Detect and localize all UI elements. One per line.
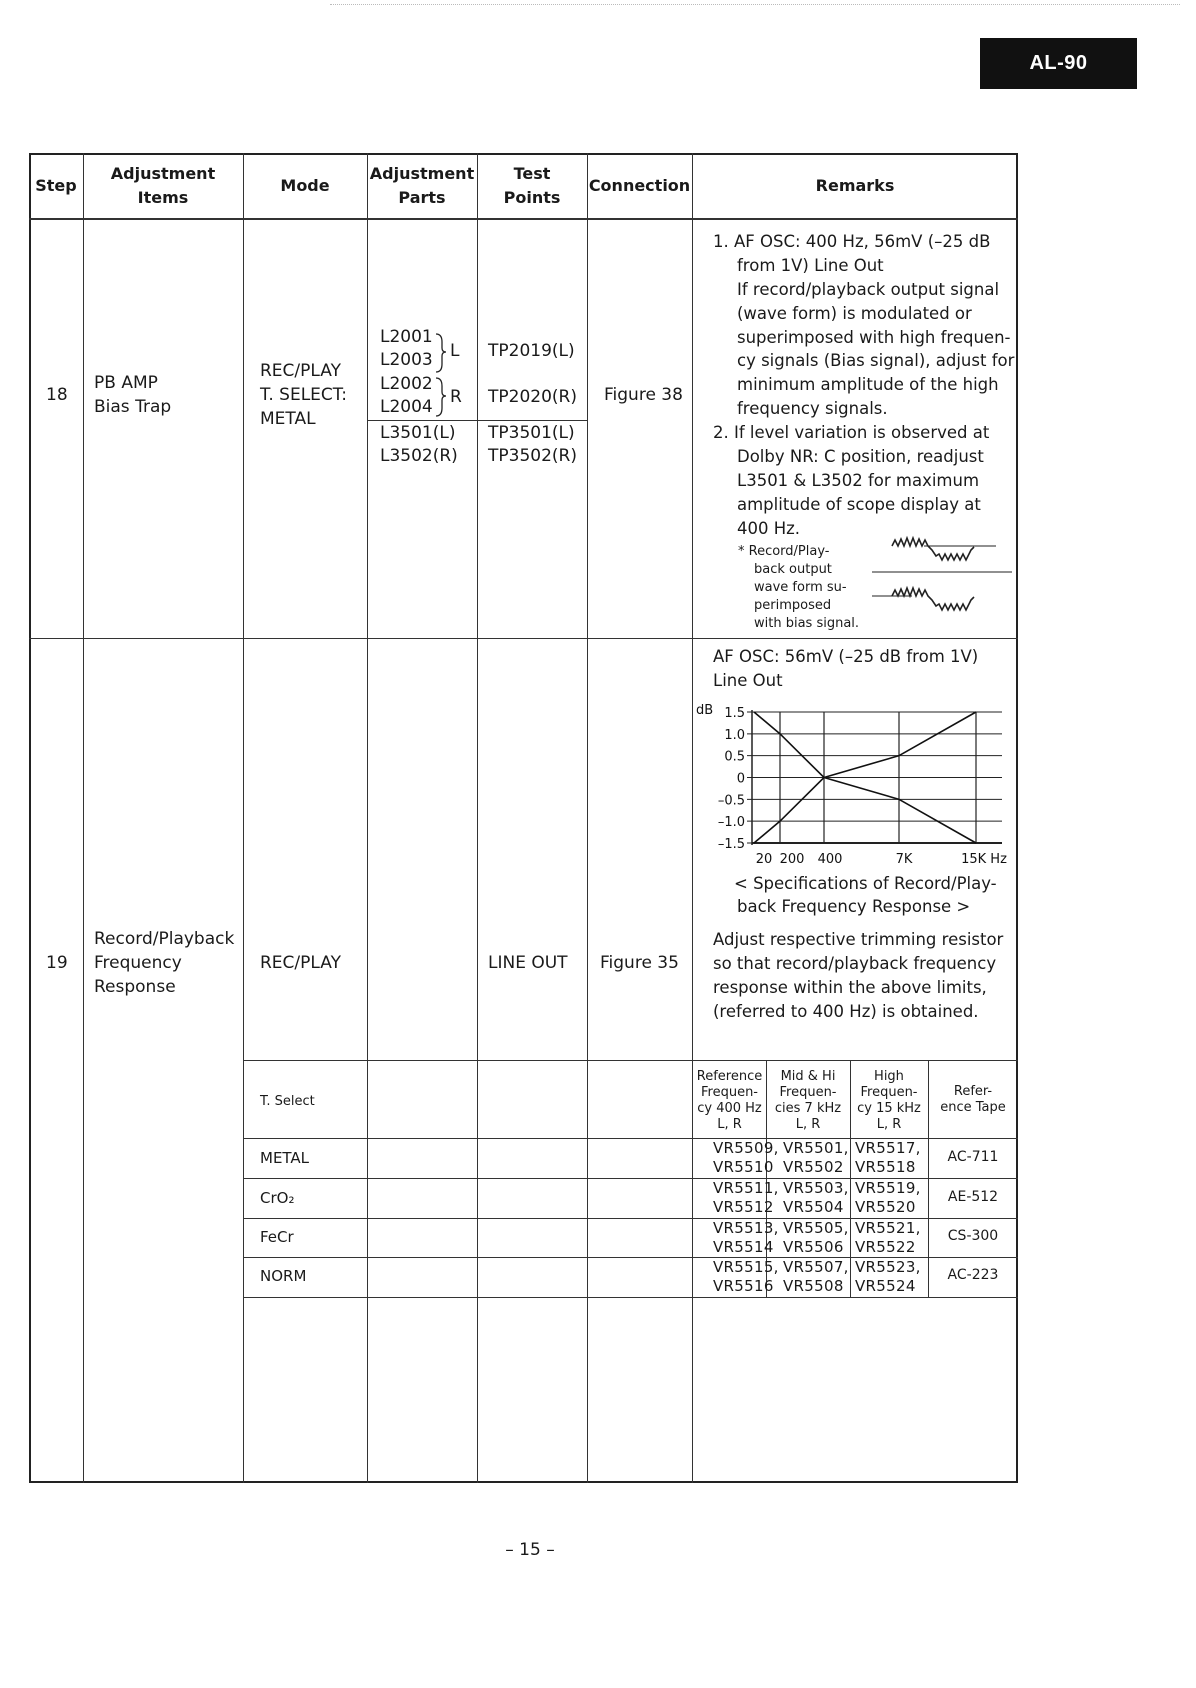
chart-caption-2: back Frequency Response > (737, 897, 971, 916)
part-l3501: L3501(L) (380, 423, 456, 443)
step-18: 18 (46, 385, 68, 405)
remark-18-13: 400 Hz. (737, 519, 801, 538)
channel-r: R (450, 387, 462, 407)
ref-cro2: VR5511, VR5512 (713, 1179, 779, 1216)
th-tape: Refer- ence Tape (940, 1084, 1006, 1115)
header-items: Adjustment Items (110, 164, 216, 207)
parts-rule (367, 420, 587, 421)
header-remarks: Remarks (815, 176, 895, 195)
frequency-response-chart (692, 700, 1018, 865)
header-parts: Adjustment Parts (369, 164, 475, 207)
remark-19-b2: so that record/playback frequency (713, 954, 997, 973)
part-l3502: L3502(R) (380, 446, 458, 466)
col-divider (367, 153, 368, 1483)
item-19-line3: Response (94, 977, 176, 997)
th-midhi: Mid & Hi Frequen- cies 7 kHz L, R (774, 1069, 842, 1132)
remark-19-b1: Adjust respective trimming resistor (713, 930, 1004, 949)
mode-19: REC/PLAY (260, 953, 341, 973)
x-tick-label: 20 (755, 852, 773, 865)
point-19: LINE OUT (488, 953, 568, 973)
high-norm: VR5523, VR5524 (855, 1258, 921, 1295)
select-metal: METAL (260, 1149, 310, 1167)
header-mode: Mode (280, 176, 330, 195)
y-tick-label: –0.5 (717, 793, 745, 809)
remark-18-3: If record/playback output signal (737, 280, 1000, 299)
remark-19-b4: (referred to 400 Hz) is obtained. (713, 1002, 979, 1021)
tape-fecr: CS-300 (947, 1228, 999, 1244)
x-tick-label: 200 (779, 852, 805, 865)
mid-cro2: VR5503, VR5504 (783, 1179, 849, 1216)
channel-l: L (450, 341, 460, 361)
x-tick-label: 400 (817, 852, 843, 865)
high-metal: VR5517, VR5518 (855, 1139, 921, 1176)
tape-metal: AC-711 (947, 1149, 999, 1165)
brace-icon (434, 330, 448, 420)
waveform-diagram (872, 520, 1012, 630)
series-line-upper-limit (754, 712, 976, 778)
y-tick-label: 1.0 (724, 727, 745, 743)
point-tp3502: TP3502(R) (488, 446, 577, 466)
remark-18-6: cy signals (Bias signal), adjust for (737, 351, 1015, 370)
note-18-5: with bias signal. (754, 616, 860, 631)
subtable-rule (243, 1297, 1018, 1298)
remark-18-1: 1. AF OSC: 400 Hz, 56mV (–25 dB (713, 232, 991, 251)
x-tick-label: 7K (895, 852, 913, 865)
mode-18-line3: METAL (260, 409, 316, 429)
y-tick-label: 0 (736, 771, 745, 787)
remark-18-11: L3501 & L3502 for maximum (737, 471, 980, 490)
point-tp2019: TP2019(L) (488, 341, 575, 361)
ref-fecr: VR5513, VR5514 (713, 1219, 779, 1256)
y-tick-label: 1.5 (724, 706, 745, 721)
row-rule (29, 638, 1018, 639)
subtable-rule (243, 1060, 1018, 1061)
item-18-line1: PB AMP (94, 373, 158, 393)
header-rule (29, 218, 1018, 220)
remark-19-top2: Line Out (713, 671, 783, 690)
remark-18-5: superimposed with high frequen- (737, 328, 1011, 347)
th-reference: Reference Frequen- cy 400 Hz L, R (696, 1069, 763, 1132)
mode-18-line1: REC/PLAY (260, 361, 341, 381)
note-18-4: perimposed (754, 598, 832, 613)
model-badge: AL-90 (980, 38, 1137, 89)
y-tick-label: –1.5 (717, 837, 745, 852)
x-tick-label: 15K Hz (961, 852, 1007, 865)
header-points: Test Points (503, 164, 561, 207)
part-l2004: L2004 (380, 397, 433, 417)
page-number: – 15 – (505, 1540, 555, 1560)
connection-18: Figure 38 (604, 385, 683, 405)
high-cro2: VR5519, VR5520 (855, 1179, 921, 1216)
point-tp3501: TP3501(L) (488, 423, 575, 443)
remark-18-2: from 1V) Line Out (737, 256, 884, 275)
chart-caption-1: < Specifications of Record/Play- (734, 874, 997, 893)
select-fecr: FeCr (260, 1228, 294, 1246)
remark-18-8: frequency signals. (737, 399, 888, 418)
tape-norm: AC-223 (947, 1267, 999, 1283)
remark-18-9: 2. If level variation is observed at (713, 423, 990, 442)
header-step: Step (35, 176, 77, 195)
th-high: High Frequen- cy 15 kHz L, R (857, 1069, 921, 1132)
y-tick-label: –1.0 (717, 815, 745, 831)
col-divider (587, 153, 588, 1483)
remark-19-b3: response within the above limits, (713, 978, 987, 997)
mid-fecr: VR5505, VR5506 (783, 1219, 849, 1256)
y-axis-label: dB (696, 703, 714, 718)
note-18-2: back output (754, 562, 832, 577)
step-19: 19 (46, 953, 68, 973)
col-divider (83, 153, 84, 1483)
remark-18-10: Dolby NR: C position, readjust (737, 447, 984, 466)
col-divider (477, 153, 478, 1483)
top-rule (330, 4, 1180, 5)
note-18-3: wave form su- (754, 580, 847, 595)
header-connection: Connection (588, 176, 691, 195)
item-19-line1: Record/Playback (94, 929, 235, 949)
ref-norm: VR5515, VR5516 (713, 1258, 779, 1295)
point-tp2020: TP2020(R) (488, 387, 577, 407)
remark-18-7: minimum amplitude of the high (737, 375, 999, 394)
remark-18-4: (wave form) is modulated or (737, 304, 972, 323)
mode-18-line2: T. SELECT: (260, 385, 348, 405)
part-l2003: L2003 (380, 350, 433, 370)
tape-cro2: AE-512 (947, 1189, 999, 1205)
connection-19: Figure 35 (600, 953, 679, 973)
high-fecr: VR5521, VR5522 (855, 1219, 921, 1256)
y-tick-label: 0.5 (724, 749, 745, 765)
item-18-line2: Bias Trap (94, 397, 172, 417)
remark-18-12: amplitude of scope display at (737, 495, 981, 514)
mid-norm: VR5507, VR5508 (783, 1258, 849, 1295)
col-divider (243, 153, 244, 1483)
item-19-line2: Frequency (94, 953, 182, 973)
mid-metal: VR5501, VR5502 (783, 1139, 849, 1176)
tselect-header: T. Select (260, 1094, 315, 1109)
note-18-1: * Record/Play- (738, 544, 830, 559)
series-line-lower-limit (754, 778, 976, 844)
select-norm: NORM (260, 1267, 307, 1285)
ref-metal: VR5509, VR5510 (713, 1139, 779, 1176)
part-l2001: L2001 (380, 327, 433, 347)
part-l2002: L2002 (380, 374, 433, 394)
remark-19-top1: AF OSC: 56mV (–25 dB from 1V) (713, 647, 979, 666)
select-cro2: CrO₂ (260, 1189, 295, 1207)
